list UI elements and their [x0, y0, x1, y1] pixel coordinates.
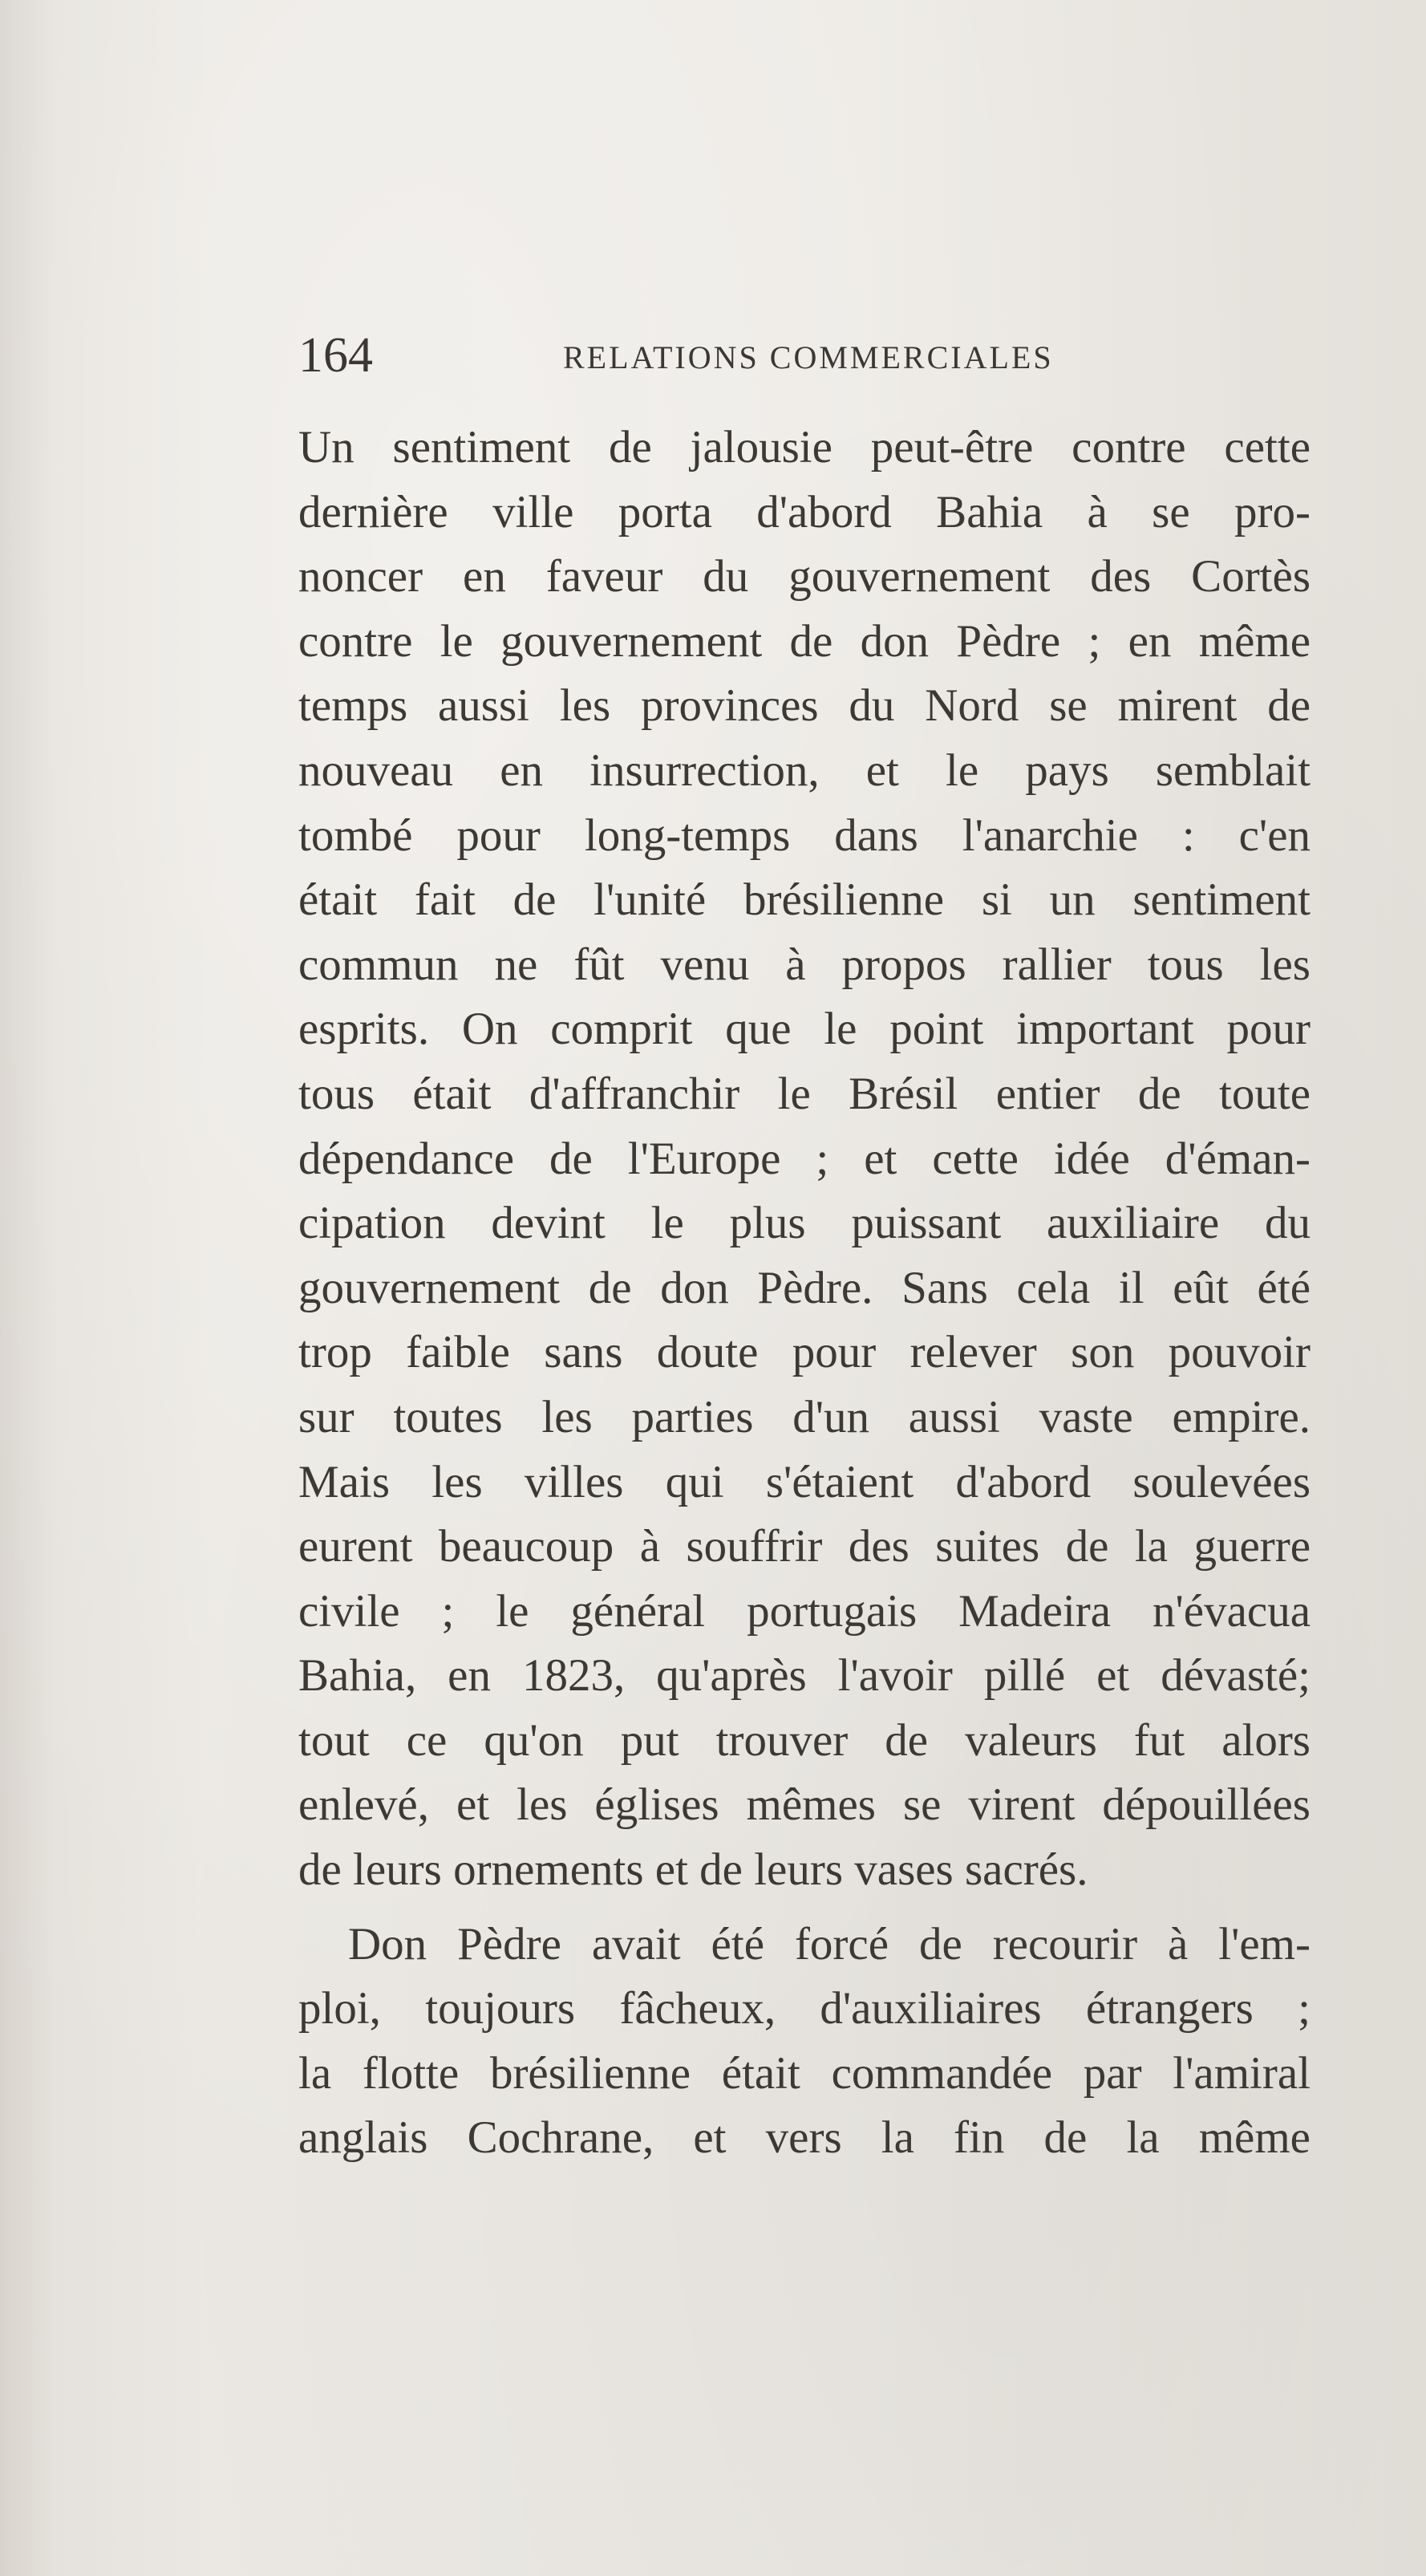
- text-line: cipation devint le plus puissant auxiliaire du: [298, 1198, 1311, 1249]
- text-line: commun ne fût venu à propos rallier tous les: [298, 939, 1311, 990]
- text-line: Un sentiment de jalousie peut-être contre cette: [298, 422, 1311, 473]
- text-line: tous était d'affranchir le Brésil entier de toute: [298, 1068, 1311, 1119]
- text-line: Don Pèdre avait été forcé de recourir à l'em-: [348, 1918, 1311, 1970]
- running-title: RELATIONS COMMERCIALES: [563, 339, 1054, 375]
- text-line: enlevé, et les églises mêmes se virent dépouillées: [298, 1779, 1311, 1831]
- text-line: dernière ville porta d'abord Bahia à se pro-: [298, 486, 1311, 538]
- body-text: [298, 416, 1311, 2171]
- text-line: temps aussi les provinces du Nord se mirent de: [298, 680, 1311, 732]
- text-line: la flotte brésilienne était commandée par l'amiral: [298, 2047, 1311, 2099]
- text-line: Bahia, en 1823, qu'après l'avoir pillé et dévasté;: [298, 1650, 1311, 1702]
- running-header: [298, 327, 1307, 383]
- text-line: tout ce qu'on put trouver de valeurs fut alors: [298, 1714, 1311, 1766]
- text-line: trop faible sans doute pour relever son pouvoir: [298, 1327, 1311, 1378]
- text-line: dépendance de l'Europe ; et cette idée d'éman-: [298, 1133, 1311, 1184]
- text-line: sur toutes les parties d'un aussi vaste empire.: [298, 1391, 1311, 1442]
- page-number: 164: [298, 328, 373, 383]
- paragraph-1: [298, 416, 1311, 1903]
- paragraph-gap: [298, 1903, 1311, 1913]
- text-line: anglais Cochrane, et vers la fin de la même: [298, 2112, 1311, 2164]
- text-line: gouvernement de don Pèdre. Sans cela il eût été: [298, 1262, 1311, 1313]
- text-line: tombé pour long-temps dans l'anarchie : c'en: [298, 809, 1311, 861]
- text-line: était fait de l'unité brésilienne si un sentiment: [298, 874, 1311, 926]
- text-line: noncer en faveur du gouvernement des Cortès: [298, 551, 1311, 602]
- text-line: esprits. On comprit que le point important pour: [298, 1004, 1311, 1055]
- text-line: de leurs ornements et de leurs vases sacrés.: [298, 1844, 1088, 1896]
- page-edge-shadow: [0, 0, 56, 2576]
- text-line: Mais les villes qui s'étaient d'abord soulevées: [298, 1456, 1311, 1507]
- text-line: civile ; le général portugais Madeira n'évacua: [298, 1585, 1311, 1637]
- text-line: ploi, toujours fâcheux, d'auxiliaires étrangers ;: [298, 1983, 1311, 2034]
- text-line: contre le gouvernement de don Pèdre ; en même: [298, 615, 1311, 667]
- text-line: nouveau en insurrection, et le pays semblait: [298, 744, 1311, 796]
- text-line: eurent beaucoup à souffrir des suites de la guerre: [298, 1521, 1311, 1572]
- paragraph-2: [298, 1913, 1311, 2171]
